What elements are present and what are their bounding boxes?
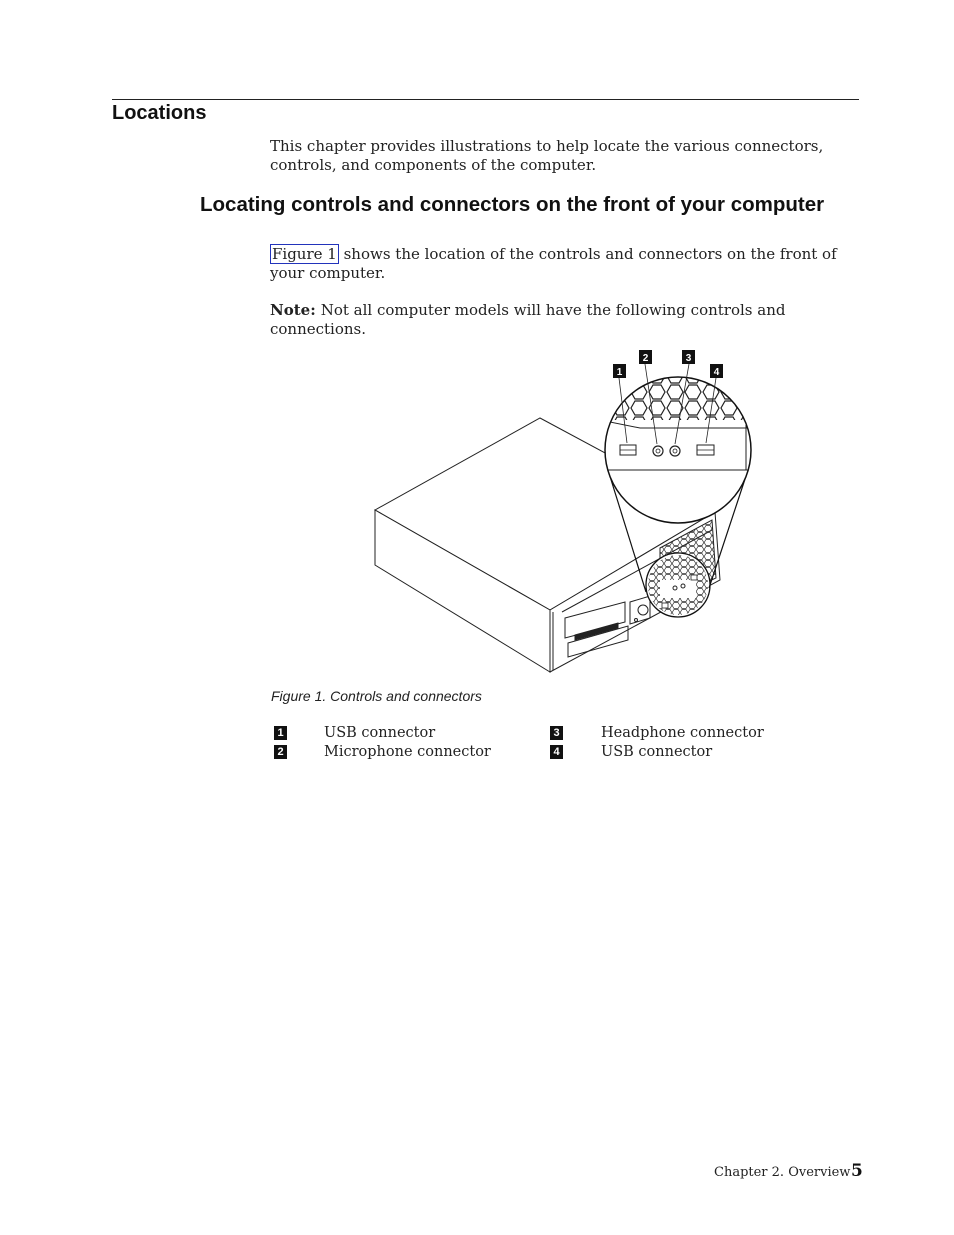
callout-3-label: 3 [685,353,692,364]
footer-chapter: Chapter 2. Overview [714,1165,851,1180]
note-label: Note: [270,301,316,319]
legend-label: USB connector [601,744,713,760]
legend-label: Microphone connector [324,744,491,760]
legend-item-2 [274,744,491,760]
callout-2 [639,350,652,364]
computer-illustration [360,345,760,675]
legend-item-1 [274,725,436,741]
callout-3 [682,350,695,364]
section-title: Locations [112,102,207,124]
legend-label: Headphone connector [601,725,764,741]
note-text: Not all computer models will have the following controls and connections. [270,301,786,338]
page-number: 5 [851,1161,863,1181]
figure-link[interactable]: Figure 1 [272,245,337,263]
callout-4 [710,364,723,378]
callout-4-label: 4 [713,367,720,378]
body-text: shows the location of the controls and connectors on the front of your computer. [270,245,837,282]
top-rule [112,99,859,100]
callout-1 [613,364,626,378]
body-paragraph [270,245,845,283]
legend-number-badge: 1 [274,726,287,740]
figure-caption: Figure 1. Controls and connectors [271,688,482,704]
callout-2-label: 2 [642,353,649,364]
legend-number-badge: 2 [274,745,287,759]
callout-1-label: 1 [616,367,623,378]
legend-item-4 [550,744,713,760]
legend-number-badge: 3 [550,726,563,740]
legend-item-3 [550,725,764,741]
figure-controls-connectors [360,345,760,675]
legend-number-badge: 4 [550,745,563,759]
intro-paragraph: This chapter provides illustrations to help locate the various connectors, controls, and components of the computer. [270,137,824,174]
subsection-title: Locating controls and connectors on the front of your computer [200,193,825,216]
note [270,301,870,339]
legend-label: USB connector [324,725,436,741]
